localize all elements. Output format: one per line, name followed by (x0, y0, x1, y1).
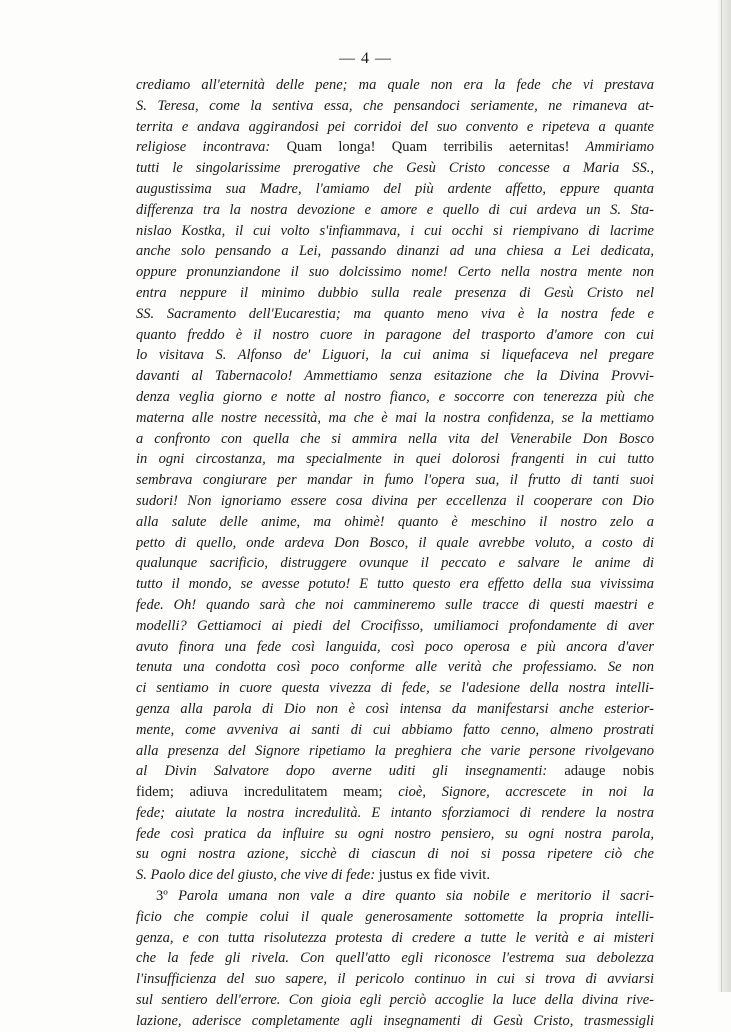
text-segment-italic: cioè, Signore, accrescete in noi la (382, 784, 654, 801)
text-segment-italic: petto di quello, onde ardeva Don Bosco, il quale avrebbe voluto, a costo di (136, 534, 654, 551)
text-segment-italic: alla salute delle anime, ma ohimè! quanto è meschino il nostro zelo a (136, 513, 654, 530)
text-line (136, 741, 654, 762)
text-segment-italic: materna alle nostre necessità, ma che è mai la nostra confidenza, se la mettiamo (136, 409, 654, 426)
text-segment-roman: adauge nobis (564, 763, 654, 780)
text-line (136, 657, 654, 678)
text-line (136, 262, 654, 283)
text-segment-italic: lazione, aderisce completamente agli insegnamenti di Gesù Cristo, trasmessigli (136, 1012, 654, 1029)
text-line (136, 137, 654, 158)
text-segment-italic: lo visitava S. Alfonso de' Liguori, la cui anima si liquefaceva nel pregare (136, 347, 654, 364)
scan-edge (717, 0, 731, 992)
text-line (136, 928, 654, 949)
text-segment-italic: fede così pratica da influire su ogni nostro pensiero, su ogni nostra parola, (136, 825, 654, 842)
text-line (136, 844, 654, 865)
text-line (136, 553, 654, 574)
body-text (136, 75, 654, 1032)
text-segment-italic: tutti le singolarissime prerogative che Gesù Cristo concesse a Maria SS., (136, 160, 654, 177)
text-segment-italic: avuto finora una fede così languida, così poco operosa e più ancora d'aver (136, 638, 654, 655)
text-line (136, 824, 654, 845)
text-segment-italic: differenza tra la nostra devozione e amore e quello di cui ardeva un S. Sta- (136, 201, 654, 218)
text-segment-roman: 3º (156, 888, 168, 905)
text-line (136, 948, 654, 969)
text-line (136, 200, 654, 221)
text-line (136, 533, 654, 554)
text-line (136, 574, 654, 595)
text-segment-italic: fede. Oh! quando sarà che noi cammineremo sulle tracce di questi maestri e (136, 596, 654, 613)
page-number: — 4 — (339, 50, 392, 67)
text-segment-italic: tutto il mondo, se avesse potuto! E tutto questo era effetto della sua vivissima (136, 576, 654, 593)
text-segment-italic: territa e andava aggirandosi pei corridoi del suo convento e ripeteva a quante (136, 118, 654, 135)
text-line (136, 366, 654, 387)
text-segment-italic: ci sentiamo in cuore questa vivezza di fede, se l'adesione della nostra intelli- (136, 680, 654, 697)
text-line (136, 491, 654, 512)
text-line (136, 637, 654, 658)
text-line (136, 179, 654, 200)
text-segment-italic: ficio che compie colui il quale generosamente sottomette la propria intelli- (136, 908, 654, 925)
text-line (136, 241, 654, 262)
text-segment-roman: fidem; adiuva incredulitatem meam; (136, 784, 383, 801)
text-segment-italic: entra neppure il minimo dubbio sulla reale presenza di Gesù Cristo nel (136, 284, 654, 301)
text-segment-italic: a confronto con quella che si ammira nella vita del Venerabile Don Bosco (136, 430, 654, 447)
text-line (136, 304, 654, 325)
text-segment-italic: in ogni circostanza, ma specialmente in quei dolorosi frangenti in cui tutto (136, 451, 654, 468)
text-line (136, 865, 654, 886)
text-segment-italic: alla presenza del Signore ripetiamo la preghiera che varie persone rivolgevano (136, 742, 654, 759)
text-line (136, 1011, 654, 1032)
text-line (136, 595, 654, 616)
text-line (136, 616, 654, 637)
text-line (136, 429, 654, 450)
text-segment-italic: religiose incontrava: (136, 139, 287, 156)
text-line (136, 761, 654, 782)
text-segment-italic: sembrava congiurare per mandar in fumo l'opera sua, il frutto di tanti suoi (136, 472, 654, 489)
text-line (136, 512, 654, 533)
text-line (136, 782, 654, 803)
text-segment-italic: tenuta una condotta così poco conforme alle verità che professiamo. Se non (136, 659, 654, 676)
text-segment-italic: augustissima sua Madre, l'amiamo del più ardente affetto, eppure quanta (136, 180, 654, 197)
text-segment-italic: Parola umana non vale a dire quanto sia nobile e meritorio il sacri- (167, 888, 654, 905)
text-segment-italic: modelli? Gettiamoci ai piedi del Crocifisso, umiliamoci profondamente di aver (136, 617, 654, 634)
text-line (136, 969, 654, 990)
text-line (136, 699, 654, 720)
text-line (136, 990, 654, 1011)
text-segment-italic: qualunque sacrificio, distruggere ovunque il peccato e salvare le anime di (136, 555, 654, 572)
text-segment-italic: al Divin Salvatore dopo averne uditi gli insegnamenti: (136, 763, 565, 780)
text-line (136, 470, 654, 491)
text-segment-italic: sudori! Non ignoriamo essere cosa divina per eccellenza il cooperare con Dio (136, 492, 654, 509)
text-segment-italic: S. Teresa, come la sentiva essa, che pensandoci seriamente, ne rimaneva at- (136, 97, 654, 114)
text-segment-italic: genza, e con tutta risolutezza protesta di credere a tutte le verità e ai misteri (136, 929, 654, 946)
text-segment-italic: su ogni nostra azione, sicchè di ciascun di noi si possa ripetere ciò che (136, 846, 654, 863)
text-segment-italic: che la fede gli rivela. Con quell'atto egli riconosce l'estrema sua debolezza (136, 950, 654, 967)
text-segment-italic: nislao Kostka, il cui volto s'infiammava, i cui occhi si riempivano di lacrime (136, 222, 654, 239)
text-line (136, 449, 654, 470)
text-segment-italic: quanto freddo è il nostro cuore in paragone del trasporto d'amore con cui (136, 326, 654, 343)
text-line (136, 75, 654, 96)
text-segment-italic: Ammiriamo (569, 139, 654, 156)
text-line (136, 325, 654, 346)
text-segment-italic: denza veglia giorno e notte al nostro fianco, e soccorre con tenerezza più che (136, 388, 654, 405)
text-line (136, 158, 654, 179)
text-segment-italic: l'insufficienza del suo sapere, il pericolo continuo in cui si trova di avviarsi (136, 971, 654, 988)
text-segment-italic: fede; aiutate la nostra incredulità. E intanto sforziamoci di rendere la nostra (136, 804, 654, 821)
text-line (136, 678, 654, 699)
text-segment-italic: davanti al Tabernacolo! Ammettiamo senza esitazione che la Divina Provvi- (136, 368, 654, 385)
text-line (136, 221, 654, 242)
text-segment-italic: mente, come avveniva ai santi di cui abbiamo fatto cenno, almeno prostrati (136, 721, 654, 738)
text-line (136, 886, 654, 907)
text-line (136, 387, 654, 408)
text-line (136, 720, 654, 741)
text-segment-italic: crediamo all'eternità delle pene; ma quale non era la fede che vi prestava (136, 77, 654, 93)
text-line (136, 408, 654, 429)
text-line (136, 803, 654, 824)
text-segment-italic: oppure pronunziandone il suo dolcissimo nome! Certo nella nostra mente non (136, 264, 654, 281)
text-line (136, 345, 654, 366)
text-segment-italic: sul sentiero dell'errore. Con gioia egli perciò accoglie la luce della divina rive- (136, 992, 654, 1009)
scan-edge-line (721, 0, 722, 992)
text-segment-italic: S. Paolo dice del giusto, che vive di fede: (136, 867, 379, 884)
text-line (136, 96, 654, 117)
text-segment-roman: justus ex fide vivit. (378, 867, 490, 884)
text-line (136, 283, 654, 304)
text-segment-italic: genza alla parola di Dio non è così intensa da manifestarsi anche esterior- (136, 700, 654, 717)
text-line (136, 117, 654, 138)
text-segment-italic: anche solo pensando a Lei, passando dinanzi ad una chiesa a Lei dedicata, (136, 243, 654, 260)
text-segment-italic: SS. Sacramento dell'Eucarestia; ma quanto meno viva è la nostra fede e (136, 305, 654, 322)
text-segment-roman: Quam longa! Quam terribilis aeternitas! (286, 139, 570, 156)
text-line (136, 907, 654, 928)
